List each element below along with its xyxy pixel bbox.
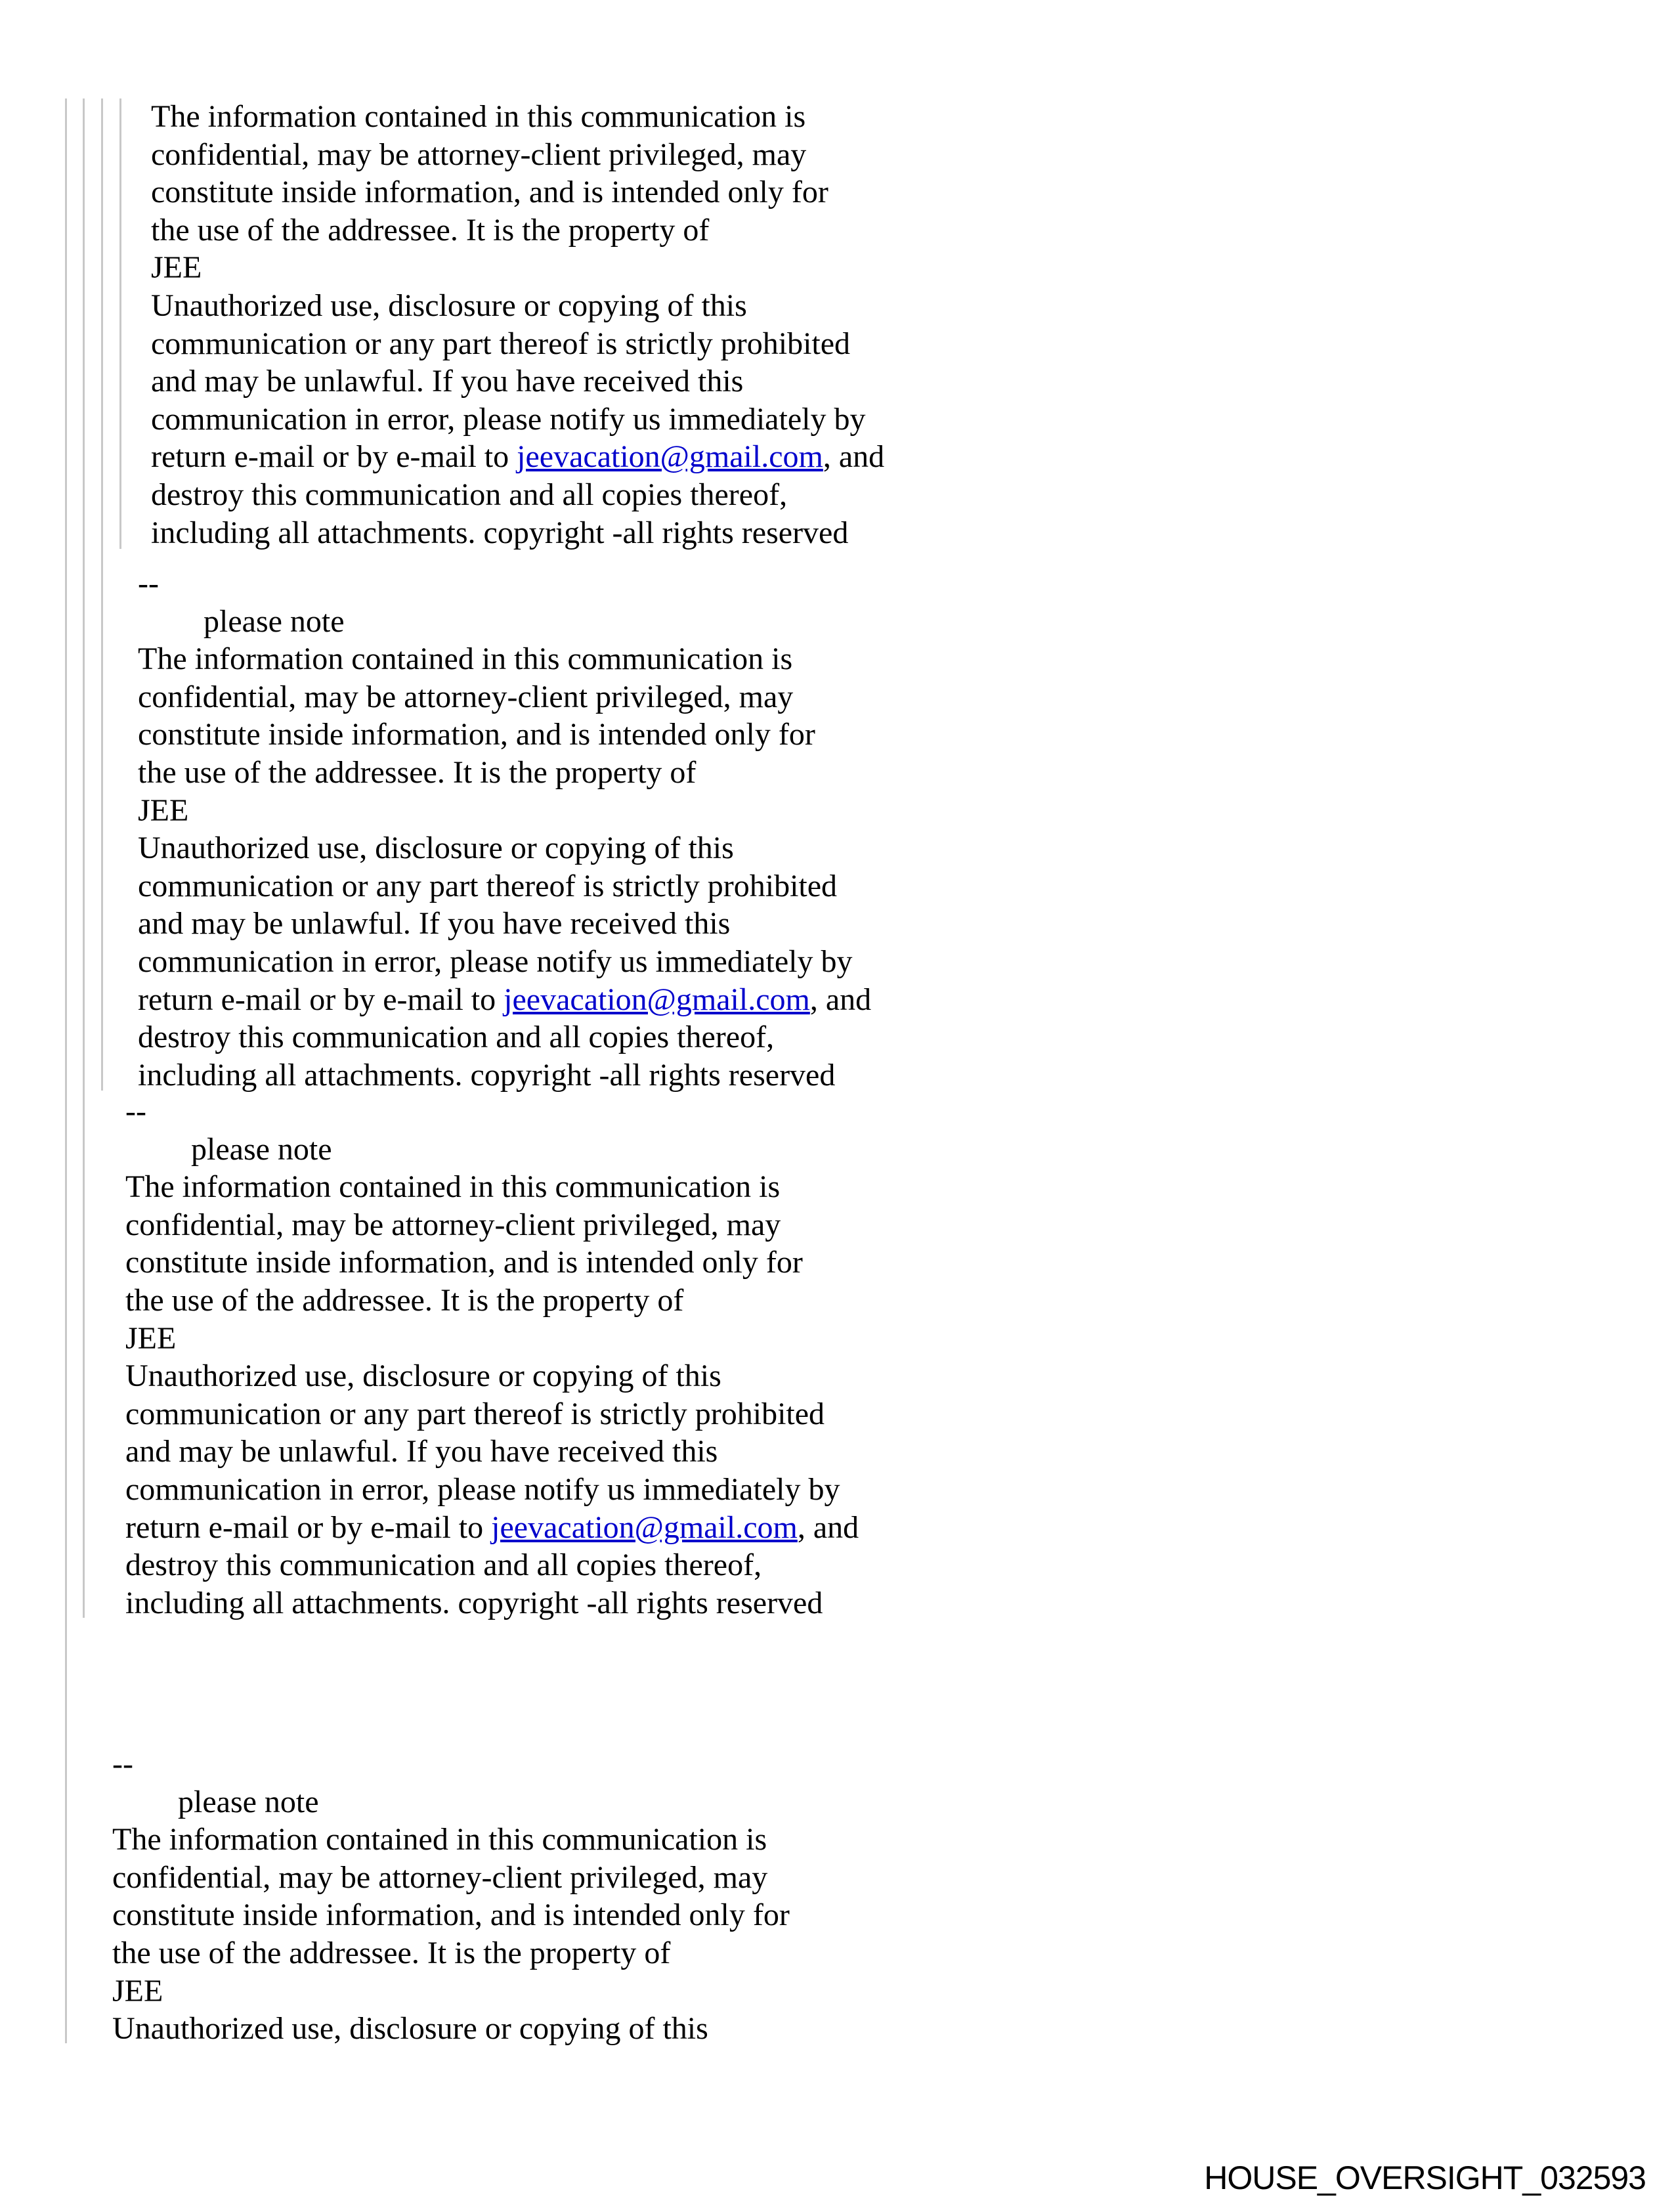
disclaimer-line: constitute inside information, and is intended only for: [151, 175, 828, 210]
please-note-label: please note: [204, 603, 345, 639]
email-suffix: , and: [823, 439, 885, 475]
email-link[interactable]: jeevacation@gmail.com: [504, 982, 810, 1017]
disclaimer-line: Unauthorized use, disclosure or copying of this: [138, 831, 734, 866]
disclaimer-line: and may be unlawful. If you have received this: [151, 364, 744, 399]
disclaimer-line: communication or any part thereof is strictly prohibited: [125, 1396, 825, 1431]
quoted-disclaimer-level-1: [112, 1745, 790, 2048]
email-prefix: return e-mail or by e-mail to: [151, 439, 517, 475]
disclaimer-line: communication or any part thereof is strictly prohibited: [138, 868, 838, 903]
disclaimer-line: constitute inside information, and is intended only for: [112, 1898, 790, 1933]
disclaimer-line: The information contained in this communication is: [138, 641, 793, 677]
please-note-label: please note: [191, 1131, 332, 1167]
disclaimer-email-line: [138, 981, 871, 1019]
disclaimer-line: and may be unlawful. If you have received this: [125, 1434, 718, 1469]
disclaimer-line: communication in error, please notify us immediately by: [151, 401, 866, 437]
disclaimer-line: the use of the addressee. It is the property of: [112, 1935, 671, 1970]
disclaimer-line: communication or any part thereof is strictly prohibited: [151, 326, 851, 361]
email-link[interactable]: jeevacation@gmail.com: [491, 1509, 798, 1545]
email-link[interactable]: jeevacation@gmail.com: [517, 439, 823, 475]
disclaimer-line: the use of the addressee. It is the property of: [151, 212, 710, 248]
bates-number: HOUSE_OVERSIGHT_032593: [1204, 2159, 1646, 2196]
disclaimer-line: Unauthorized use, disclosure or copying of this: [125, 1358, 721, 1394]
disclaimer-line: JEE: [125, 1320, 177, 1356]
disclaimer-line: confidential, may be attorney-client privileged, may: [151, 137, 807, 172]
quote-bar-level-1: [65, 98, 67, 2043]
disclaimer-line: The information contained in this communication is: [151, 99, 806, 134]
quoted-disclaimer-level-2: [125, 1093, 859, 1622]
disclaimer-line: destroy this communication and all copies thereof,: [138, 1020, 775, 1055]
disclaimer-line: confidential, may be attorney-client privileged, may: [125, 1207, 781, 1242]
disclaimer-line: communication in error, please notify us immediately by: [125, 1471, 840, 1507]
disclaimer-line: JEE: [112, 1973, 163, 2008]
disclaimer-line: Unauthorized use, disclosure or copying of this: [112, 2011, 708, 2047]
signature-separator: --: [112, 1746, 133, 1781]
quoted-disclaimer-level-3: [138, 565, 871, 1094]
disclaimer-line: confidential, may be attorney-client privileged, may: [112, 1859, 768, 1895]
email-prefix: return e-mail or by e-mail to: [125, 1509, 492, 1545]
disclaimer-line: destroy this communication and all copies thereof,: [151, 477, 788, 512]
disclaimer-line: communication in error, please notify us immediately by: [138, 943, 853, 979]
disclaimer-line: including all attachments. copyright -all rights reserved: [138, 1057, 836, 1093]
quoted-disclaimer-level-4: [151, 98, 884, 552]
disclaimer-line: JEE: [138, 792, 189, 828]
disclaimer-line: including all attachments. copyright -all rights reserved: [151, 515, 849, 550]
disclaimer-line: including all attachments. copyright -all rights reserved: [125, 1585, 823, 1620]
disclaimer-line: the use of the addressee. It is the property of: [138, 754, 697, 790]
email-suffix: , and: [809, 982, 872, 1017]
disclaimer-line: constitute inside information, and is intended only for: [138, 717, 815, 752]
disclaimer-line: The information contained in this communication is: [125, 1169, 781, 1205]
disclaimer-line: Unauthorized use, disclosure or copying of this: [151, 288, 747, 323]
disclaimer-line: The information contained in this communication is: [112, 1822, 767, 1857]
disclaimer-line: JEE: [151, 250, 202, 286]
disclaimer-line: destroy this communication and all copies thereof,: [125, 1548, 762, 1583]
signature-separator: --: [125, 1094, 146, 1129]
email-suffix: , and: [797, 1509, 859, 1545]
quote-bar-level-3: [101, 98, 103, 1091]
signature-separator: --: [138, 566, 159, 601]
disclaimer-email-line: [151, 438, 884, 476]
quote-bar-level-4: [119, 98, 121, 549]
disclaimer-line: the use of the addressee. It is the property of: [125, 1282, 684, 1318]
please-note-label: please note: [178, 1784, 319, 1819]
disclaimer-line: and may be unlawful. If you have received this: [138, 906, 731, 942]
email-prefix: return e-mail or by e-mail to: [138, 982, 504, 1017]
quote-bar-level-2: [83, 98, 85, 1618]
disclaimer-line: constitute inside information, and is intended only for: [125, 1245, 803, 1280]
disclaimer-line: confidential, may be attorney-client privileged, may: [138, 679, 794, 714]
disclaimer-email-line: [125, 1509, 859, 1547]
